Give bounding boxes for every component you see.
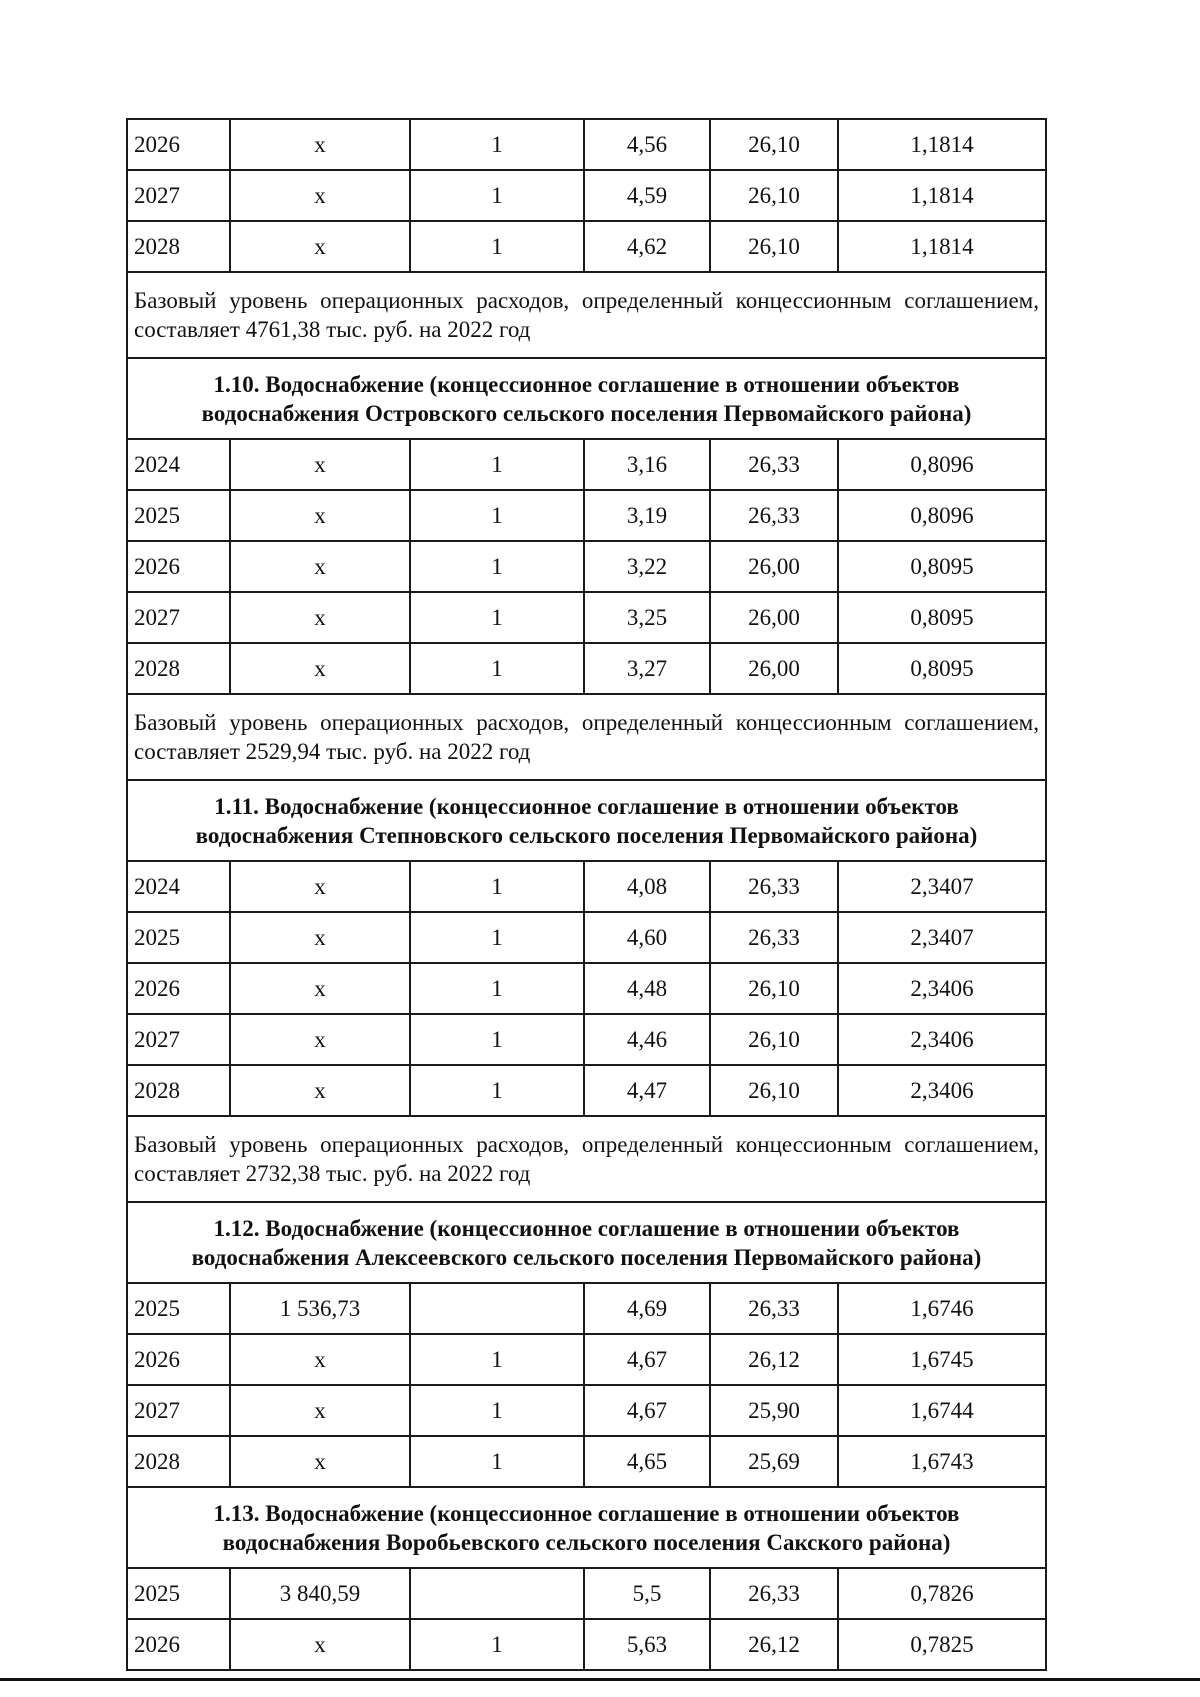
value-cell: х <box>230 912 410 963</box>
percent-cell: 3,25 <box>584 592 710 643</box>
section-heading-row <box>127 1487 1046 1568</box>
table-row <box>127 1065 1046 1116</box>
base-expenses-note: Базовый уровень операционных расходов, определенный концессионным соглашением, составляет 2732,38 тыс. руб. на 2022 год <box>127 1116 1046 1202</box>
value-cell: 1 536,73 <box>230 1283 410 1334</box>
value-cell: х <box>230 1385 410 1436</box>
coefficient-cell: 0,7825 <box>838 1619 1046 1670</box>
percent-cell: 4,08 <box>584 861 710 912</box>
table-row <box>127 912 1046 963</box>
note-row <box>127 694 1046 780</box>
year-cell: 2026 <box>127 119 230 170</box>
year-cell: 2028 <box>127 1065 230 1116</box>
year-cell: 2025 <box>127 1568 230 1619</box>
document-page <box>126 118 1045 1671</box>
coefficient-cell: 1,6746 <box>838 1283 1046 1334</box>
rate-cell: 26,00 <box>710 643 838 694</box>
value-cell: 3 840,59 <box>230 1568 410 1619</box>
year-cell: 2027 <box>127 1385 230 1436</box>
coefficient-cell: 1,6744 <box>838 1385 1046 1436</box>
percent-cell: 5,5 <box>584 1568 710 1619</box>
table-row <box>127 490 1046 541</box>
coefficient-cell: 2,3406 <box>838 1065 1046 1116</box>
section-heading: 1.10. Водоснабжение (концессионное соглашение в отношении объектов водоснабжения Островского сельского поселения Первомайского района) <box>127 358 1046 439</box>
coefficient-cell: 0,8096 <box>838 439 1046 490</box>
table-row <box>127 439 1046 490</box>
rate-cell: 26,10 <box>710 119 838 170</box>
page-bottom-rule <box>0 1678 1200 1681</box>
value-cell: х <box>230 643 410 694</box>
coefficient-cell: 2,3406 <box>838 1014 1046 1065</box>
coefficient-cell: 1,1814 <box>838 119 1046 170</box>
value-cell: х <box>230 1065 410 1116</box>
year-cell: 2026 <box>127 1334 230 1385</box>
percent-cell: 4,69 <box>584 1283 710 1334</box>
year-cell: 2028 <box>127 221 230 272</box>
index-cell: 1 <box>410 490 584 541</box>
percent-cell: 3,16 <box>584 439 710 490</box>
value-cell: х <box>230 1334 410 1385</box>
table-row <box>127 221 1046 272</box>
value-cell: х <box>230 592 410 643</box>
note-row <box>127 272 1046 358</box>
index-cell: 1 <box>410 1065 584 1116</box>
index-cell <box>410 1568 584 1619</box>
year-cell: 2024 <box>127 861 230 912</box>
index-cell <box>410 1283 584 1334</box>
coefficient-cell: 0,8096 <box>838 490 1046 541</box>
year-cell: 2024 <box>127 439 230 490</box>
percent-cell: 4,67 <box>584 1334 710 1385</box>
section-heading-row <box>127 358 1046 439</box>
percent-cell: 4,62 <box>584 221 710 272</box>
coefficient-cell: 0,8095 <box>838 592 1046 643</box>
percent-cell: 4,60 <box>584 912 710 963</box>
table-row <box>127 861 1046 912</box>
percent-cell: 4,59 <box>584 170 710 221</box>
table-row <box>127 1568 1046 1619</box>
coefficient-cell: 2,3407 <box>838 912 1046 963</box>
value-cell: х <box>230 439 410 490</box>
table-row <box>127 1436 1046 1487</box>
percent-cell: 3,27 <box>584 643 710 694</box>
year-cell: 2028 <box>127 643 230 694</box>
table-row <box>127 643 1046 694</box>
value-cell: х <box>230 861 410 912</box>
percent-cell: 4,67 <box>584 1385 710 1436</box>
coefficient-cell: 2,3407 <box>838 861 1046 912</box>
table-row <box>127 1014 1046 1065</box>
index-cell: 1 <box>410 119 584 170</box>
coefficient-cell: 0,7826 <box>838 1568 1046 1619</box>
percent-cell: 4,56 <box>584 119 710 170</box>
value-cell: х <box>230 1436 410 1487</box>
index-cell: 1 <box>410 643 584 694</box>
base-expenses-note: Базовый уровень операционных расходов, определенный концессионным соглашением, составляет 2529,94 тыс. руб. на 2022 год <box>127 694 1046 780</box>
percent-cell: 4,47 <box>584 1065 710 1116</box>
year-cell: 2026 <box>127 963 230 1014</box>
rate-cell: 26,33 <box>710 1283 838 1334</box>
index-cell: 1 <box>410 1619 584 1670</box>
table-row <box>127 592 1046 643</box>
coefficient-cell: 1,6745 <box>838 1334 1046 1385</box>
section-heading-row <box>127 1202 1046 1283</box>
rate-cell: 26,10 <box>710 1014 838 1065</box>
table-body <box>127 119 1046 1670</box>
value-cell: х <box>230 490 410 541</box>
coefficient-cell: 1,6743 <box>838 1436 1046 1487</box>
value-cell: х <box>230 1014 410 1065</box>
note-row <box>127 1116 1046 1202</box>
index-cell: 1 <box>410 963 584 1014</box>
percent-cell: 3,22 <box>584 541 710 592</box>
rate-cell: 26,10 <box>710 1065 838 1116</box>
year-cell: 2025 <box>127 912 230 963</box>
year-cell: 2025 <box>127 490 230 541</box>
table-row <box>127 1283 1046 1334</box>
rate-cell: 26,33 <box>710 861 838 912</box>
coefficient-cell: 0,8095 <box>838 541 1046 592</box>
value-cell: х <box>230 119 410 170</box>
index-cell: 1 <box>410 1385 584 1436</box>
rate-cell: 26,33 <box>710 912 838 963</box>
index-cell: 1 <box>410 170 584 221</box>
year-cell: 2026 <box>127 1619 230 1670</box>
index-cell: 1 <box>410 439 584 490</box>
table-row <box>127 119 1046 170</box>
rate-cell: 25,69 <box>710 1436 838 1487</box>
section-heading-row <box>127 780 1046 861</box>
rate-cell: 26,00 <box>710 541 838 592</box>
year-cell: 2027 <box>127 1014 230 1065</box>
rate-cell: 26,33 <box>710 439 838 490</box>
coefficient-cell: 1,1814 <box>838 221 1046 272</box>
rate-cell: 26,33 <box>710 490 838 541</box>
rate-cell: 26,10 <box>710 221 838 272</box>
index-cell: 1 <box>410 221 584 272</box>
index-cell: 1 <box>410 592 584 643</box>
index-cell: 1 <box>410 861 584 912</box>
index-cell: 1 <box>410 1014 584 1065</box>
percent-cell: 3,19 <box>584 490 710 541</box>
year-cell: 2027 <box>127 170 230 221</box>
year-cell: 2025 <box>127 1283 230 1334</box>
table-row <box>127 170 1046 221</box>
percent-cell: 4,46 <box>584 1014 710 1065</box>
coefficient-cell: 2,3406 <box>838 963 1046 1014</box>
section-heading: 1.13. Водоснабжение (концессионное соглашение в отношении объектов водоснабжения Воробьевского сельского поселения Сакского района) <box>127 1487 1046 1568</box>
rate-cell: 26,00 <box>710 592 838 643</box>
value-cell: х <box>230 221 410 272</box>
rate-cell: 26,10 <box>710 963 838 1014</box>
tariff-table <box>126 118 1047 1671</box>
base-expenses-note: Базовый уровень операционных расходов, определенный концессионным соглашением, составляет 4761,38 тыс. руб. на 2022 год <box>127 272 1046 358</box>
percent-cell: 4,65 <box>584 1436 710 1487</box>
coefficient-cell: 1,1814 <box>838 170 1046 221</box>
table-row <box>127 1334 1046 1385</box>
section-heading: 1.11. Водоснабжение (концессионное соглашение в отношении объектов водоснабжения Степновского сельского поселения Первомайского района) <box>127 780 1046 861</box>
index-cell: 1 <box>410 1436 584 1487</box>
year-cell: 2027 <box>127 592 230 643</box>
percent-cell: 5,63 <box>584 1619 710 1670</box>
value-cell: х <box>230 963 410 1014</box>
index-cell: 1 <box>410 912 584 963</box>
table-row <box>127 1385 1046 1436</box>
table-row <box>127 1619 1046 1670</box>
rate-cell: 26,12 <box>710 1619 838 1670</box>
rate-cell: 26,33 <box>710 1568 838 1619</box>
table-row <box>127 963 1046 1014</box>
value-cell: х <box>230 1619 410 1670</box>
year-cell: 2026 <box>127 541 230 592</box>
table-row <box>127 541 1046 592</box>
rate-cell: 26,12 <box>710 1334 838 1385</box>
index-cell: 1 <box>410 1334 584 1385</box>
rate-cell: 26,10 <box>710 170 838 221</box>
coefficient-cell: 0,8095 <box>838 643 1046 694</box>
index-cell: 1 <box>410 541 584 592</box>
section-heading: 1.12. Водоснабжение (концессионное соглашение в отношении объектов водоснабжения Алексеевского сельского поселения Первомайского района) <box>127 1202 1046 1283</box>
value-cell: х <box>230 170 410 221</box>
rate-cell: 25,90 <box>710 1385 838 1436</box>
value-cell: х <box>230 541 410 592</box>
year-cell: 2028 <box>127 1436 230 1487</box>
percent-cell: 4,48 <box>584 963 710 1014</box>
